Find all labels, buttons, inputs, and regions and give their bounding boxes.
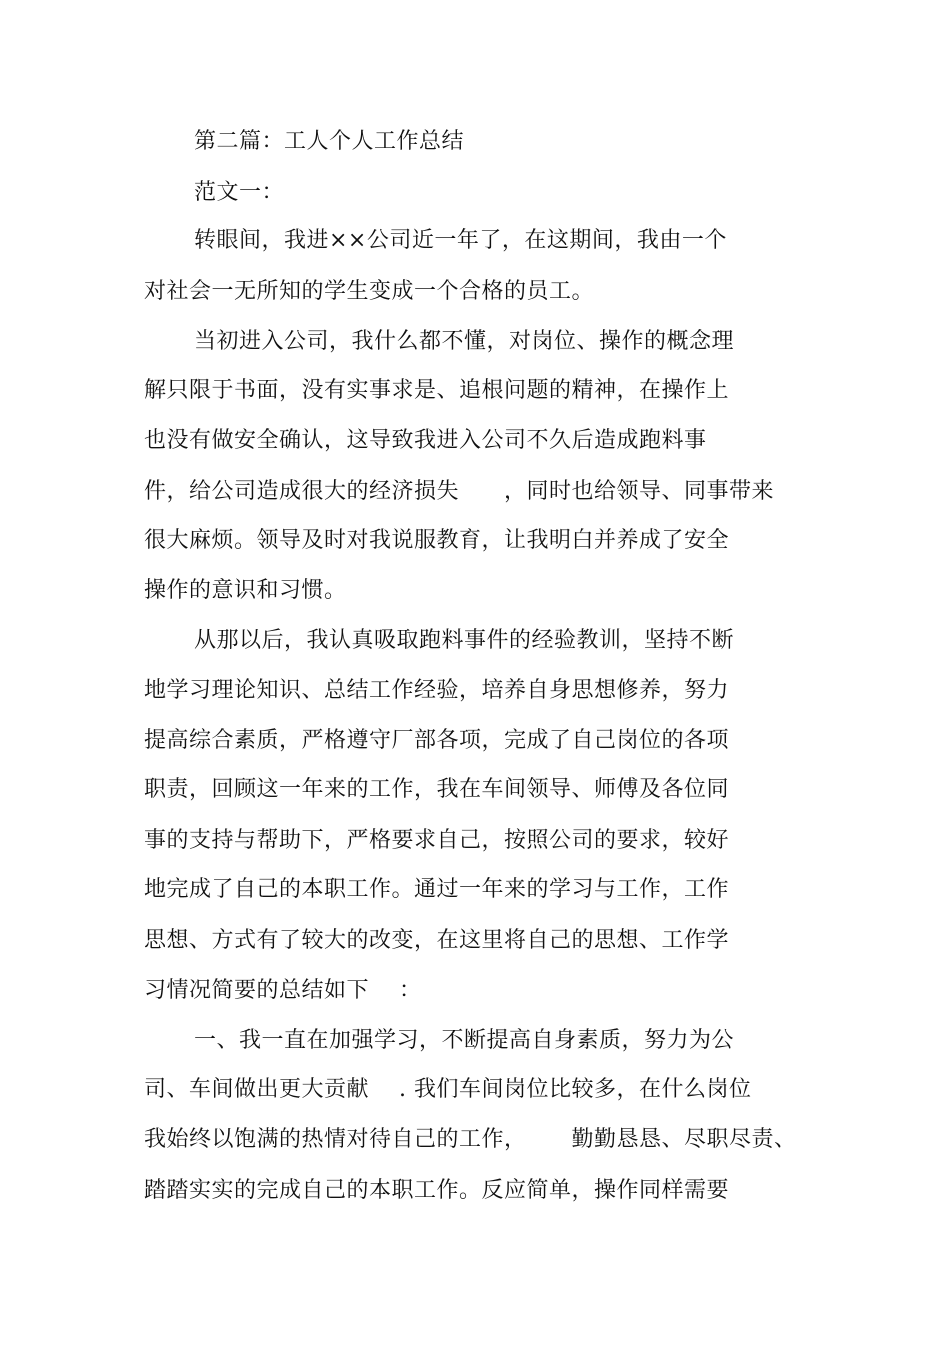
text-line: 事的支持与帮助下，严格要求自己，按照公司的要求，较好 [144, 828, 730, 853]
text-line: 提高综合素质，严格遵守厂部各项，完成了自己岗位的各项 [144, 728, 730, 753]
text-line: 件，给公司造成很大的经济损失 ，同时也给领导、同事带来 [144, 479, 774, 504]
text-line: 一、我一直在加强学习，不断提高自身素质，努力为公 [194, 1028, 735, 1053]
text-line: 也没有做安全确认，这导致我进入公司不久后造成跑料事 [144, 428, 707, 453]
section-heading: 范文一： [194, 180, 285, 205]
text-line: 很大麻烦。领导及时对我说服教育，让我明白并养成了安全 [144, 528, 730, 553]
text-line: 当初进入公司，我什么都不懂，对岗位、操作的概念理 [194, 329, 735, 354]
text-line: 职责，回顾这一年来的工作，我在车间领导、师傅及各位同 [144, 777, 730, 802]
text-line: 解只限于书面，没有实事求是、追根问题的精神，在操作上 [144, 378, 730, 403]
text-line: 操作的意识和习惯。 [144, 578, 347, 603]
text-line: 我始终以饱满的热情对待自己的工作， 勤勤恳恳、尽职尽责、 [144, 1127, 797, 1152]
document-title: 第二篇：工人个人工作总结 [194, 129, 465, 154]
text-line: 司、车间做出更大贡献 . 我们车间岗位比较多，在什么岗位 [144, 1077, 752, 1102]
text-line: 转眼间，我进××公司近一年了，在这期间，我由一个 [194, 228, 727, 253]
text-line: 习情况简要的总结如下 ： [144, 978, 422, 1003]
text-line: 地完成了自己的本职工作。通过一年来的学习与工作，工作 [144, 877, 730, 902]
text-line: 踏踏实实的完成自己的本职工作。反应简单，操作同样需要 [144, 1178, 730, 1203]
text-line: 对社会一无所知的学生变成一个合格的员工。 [144, 279, 595, 304]
text-line: 思想、方式有了较大的改变，在这里将自己的思想、工作学 [144, 928, 730, 953]
text-line: 从那以后，我认真吸取跑料事件的经验教训，坚持不断 [194, 628, 735, 653]
text-line: 地学习理论知识、总结工作经验，培养自身思想修养，努力 [144, 678, 730, 703]
